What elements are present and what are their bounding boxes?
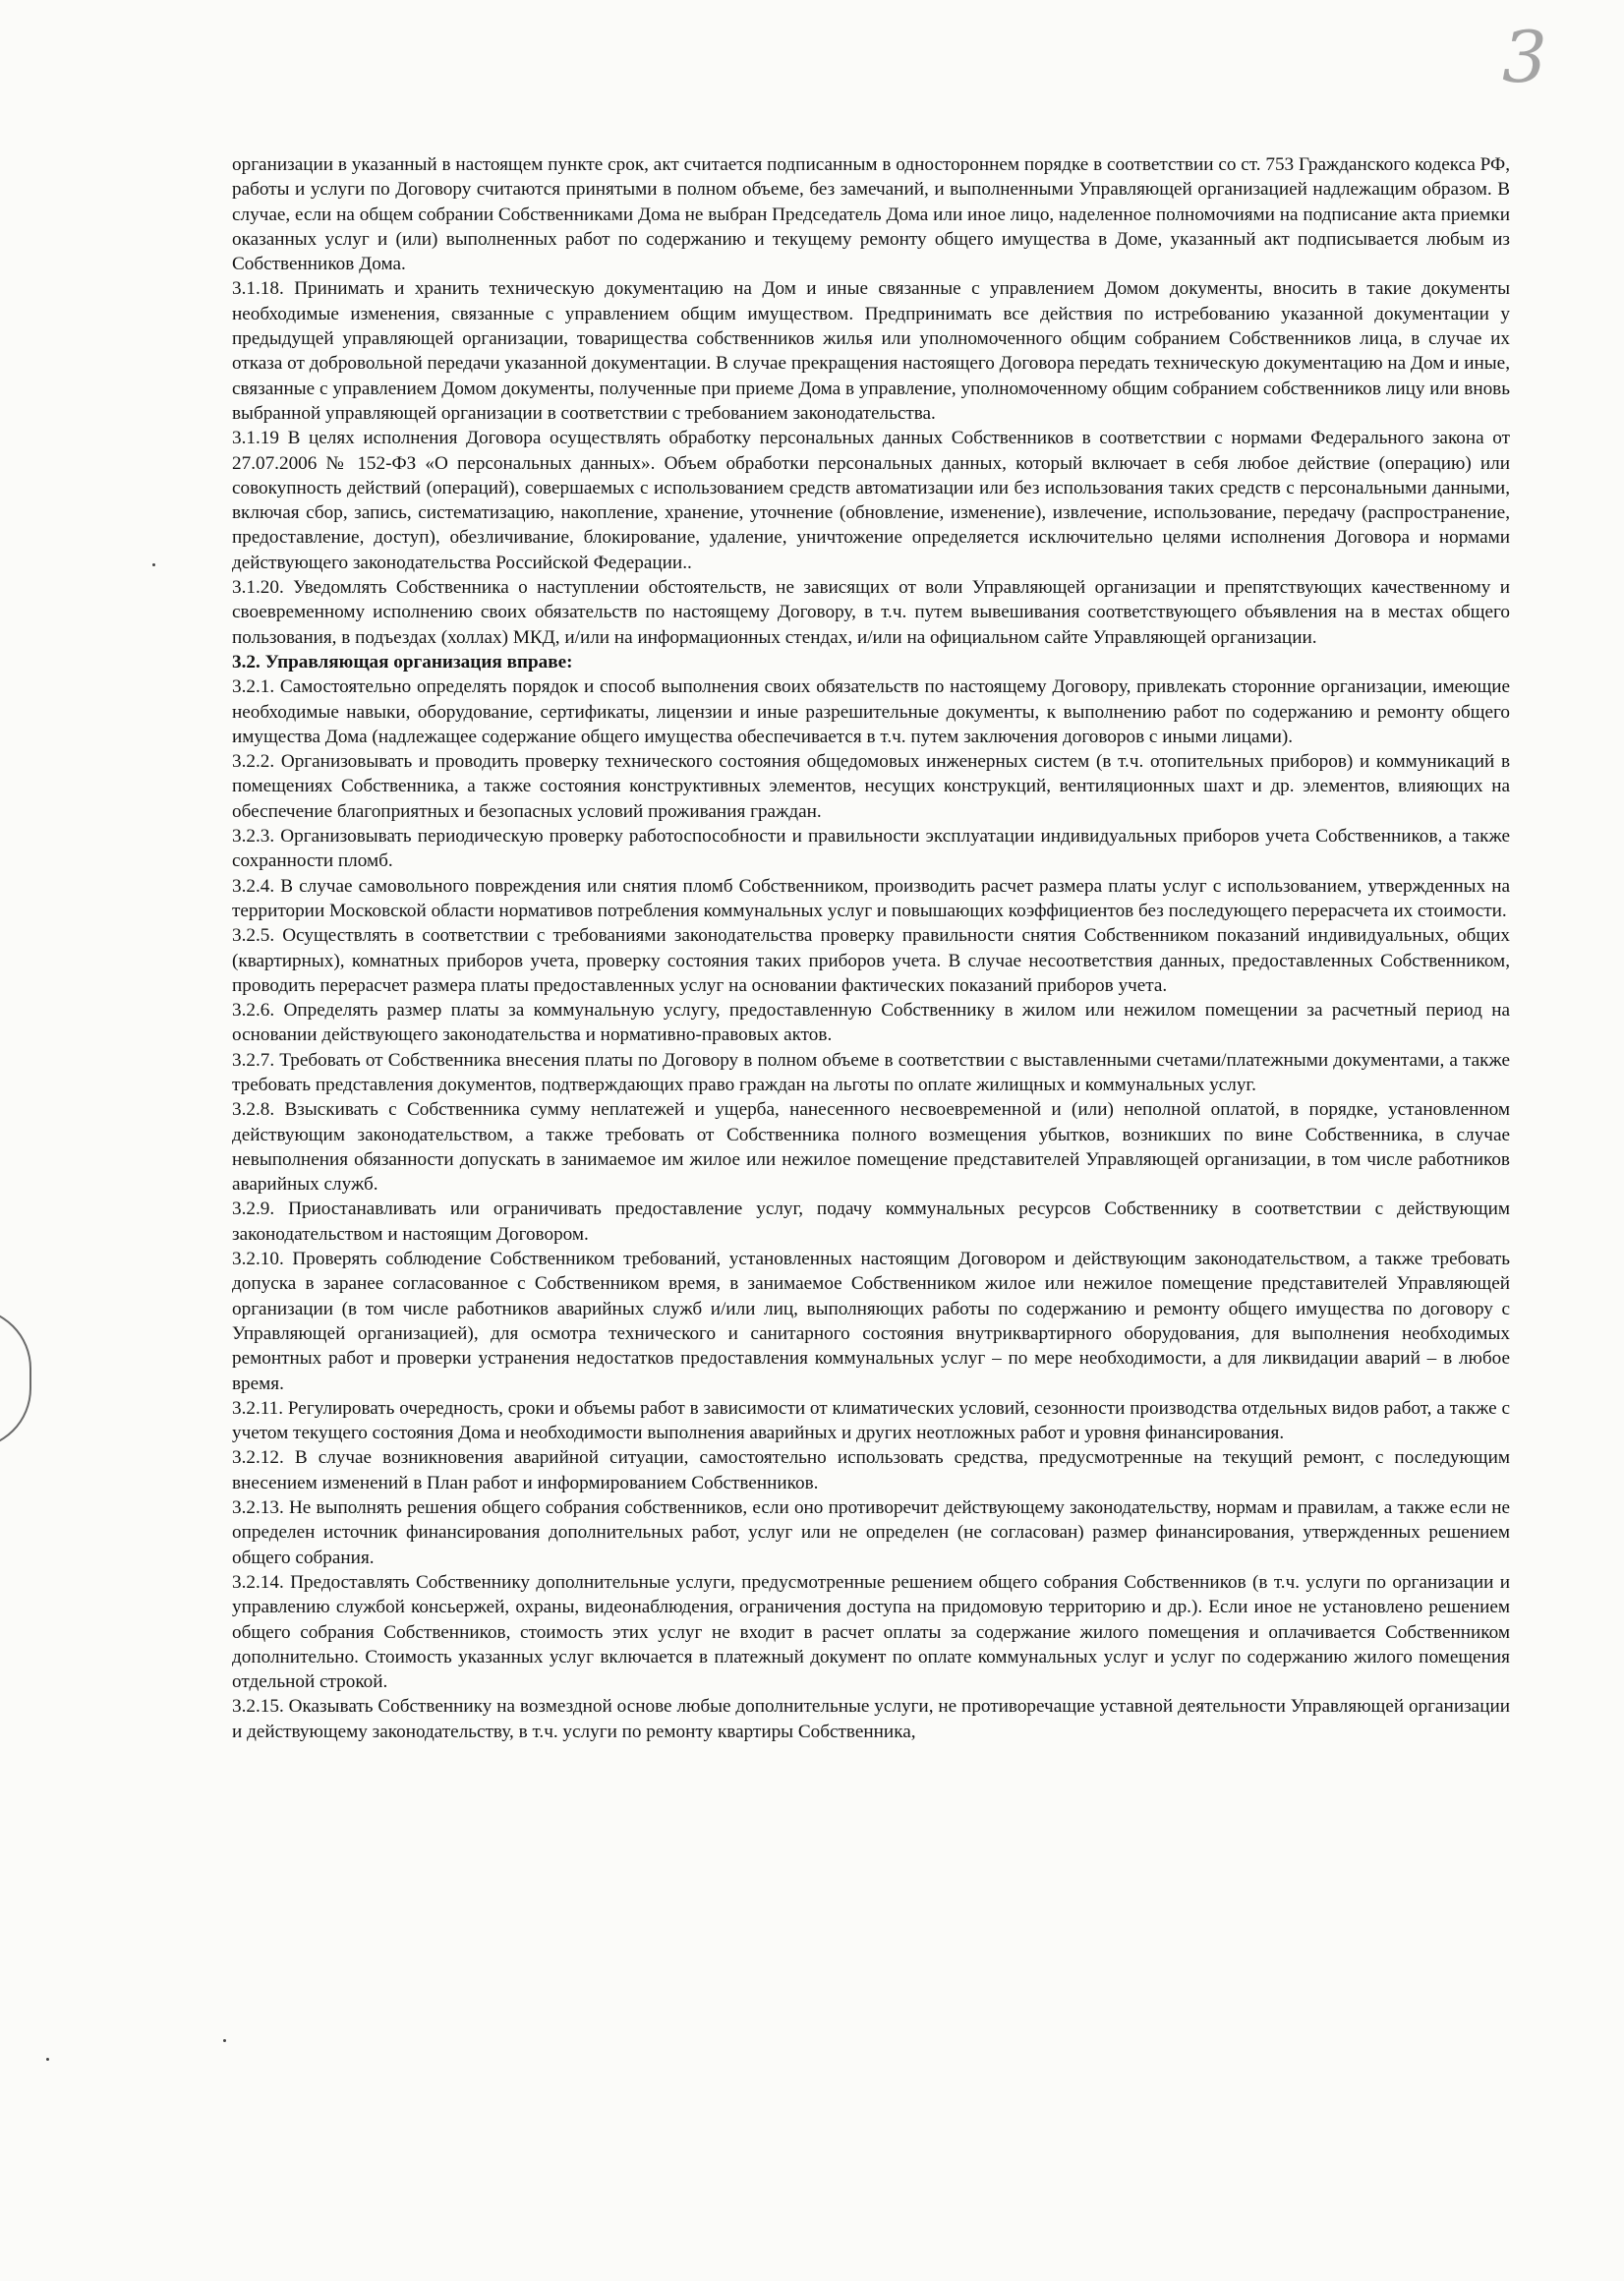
- clause-paragraph: 3.2.1. Самостоятельно определять порядок и способ выполнения своих обязательств по настоящему Договору, привлекать сторонние организации, имеющие необходимые навыки, оборудование, сертификаты, лицензии и иные разрешительные документы, к выполнению работ по содержанию и ремонту общего имущества Дома (надлежащее содержание общего имущества обеспечивается в т.ч. путем заключения договоров с иными лицами).: [232, 676, 1510, 747]
- clause-paragraph: 3.2.11. Регулировать очередность, сроки и объемы работ в зависимости от климатических условий, сезонности производства отдельных видов работ, а также с учетом текущего состояния Дома и необходимости выполнения аварийных и других неотложных работ и уровня финансирования.: [232, 1397, 1510, 1444]
- clause-paragraph: 3.2.3. Организовывать периодическую проверку работоспособности и правильности эксплуатации индивидуальных приборов учета Собственников, а также сохранности пломб.: [232, 826, 1510, 872]
- scan-speck: [46, 2058, 49, 2061]
- clause-paragraph: 3.2.12. В случае возникновения аварийной ситуации, самостоятельно использовать средства, предусмотренные на текущий ремонт, с последующим внесением изменений в План работ и информированием Собственников.: [232, 1447, 1510, 1493]
- clause-paragraph: 3.2.14. Предоставлять Собственнику дополнительные услуги, предусмотренные решением общего собрания Собственников (в т.ч. услуги по организации и управлению службой консьержей, охраны, видеонаблюдения, ограничения доступа на придомовую территорию и др.). Если иное не установлено решением общего собрания Собственников, стоимость этих услуг не входит в расчет оплаты за содержание жилого помещения и оплачивается Собственником дополнительно. Стоимость указанных услуг включается в платежный документ по оплате коммунальных услуг и услуг по содержанию жилого помещения отдельной строкой.: [232, 1571, 1510, 1693]
- clause-paragraph: 3.1.20. Уведомлять Собственника о наступлении обстоятельств, не зависящих от воли Управляющей организации и препятствующих качественному и своевременному исполнению своих обязательств по настоящему Договору, в т.ч. путем вывешивания соответствующего объявления на в местах общего пользования, в подъездах (холлах) МКД, и/или на информационных стендах, и/или на официальном сайте Управляющей организации.: [232, 577, 1510, 648]
- clause-paragraph: организации в указанный в настоящем пункте срок, акт считается подписанным в одностороннем порядке в соответствии со ст. 753 Гражданского кодекса РФ, работы и услуги по Договору считаются принятыми в полном объеме, без замечаний, и выполненными Управляющей организацией надлежащим образом. В случае, если на общем собрании Собственниками Дома не выбран Председатель Дома или иное лицо, наделенное полномочиями на подписание акта приемки оказанных услуг и (или) выполненных работ по содержанию и текущему ремонту общего имущества в Доме, указанный акт подписывается любым из Собственников Дома.: [232, 154, 1510, 275]
- clause-paragraph: 3.2.4. В случае самовольного повреждения или снятия пломб Собственником, производить расчет размера платы услуг с использованием, утвержденных на территории Московской области нормативов потребления коммунальных услуг и повышающих коэффициентов без последующего перерасчета их стоимости.: [232, 875, 1510, 921]
- document-body: [232, 152, 1510, 1744]
- clause-paragraph: 3.2.2. Организовывать и проводить проверку технического состояния общедомовых инженерных систем (в т.ч. отопительных приборов) и коммуникаций в помещениях Собственника, а также состояния конструктивных элементов, несущих конструкций, вентиляционных шахт и др. элементов, влияющих на обеспечение благоприятных и безопасных условий проживания граждан.: [232, 751, 1510, 822]
- clause-paragraph: 3.2.7. Требовать от Собственника внесения платы по Договору в полном объеме в соответствии с выставленными счетами/платежными документами, а также требовать представления документов, подтверждающих право граждан на льготы по оплате жилищных и коммунальных услуг.: [232, 1049, 1510, 1095]
- clause-paragraph: 3.2.6. Определять размер платы за коммунальную услугу, предоставленную Собственнику в жилом или нежилом помещении за расчетный период на основании действующего законодательства и нормативно-правовых актов.: [232, 1000, 1510, 1046]
- binder-hole-mark: [0, 1308, 31, 1449]
- clause-paragraph: 3.2.5. Осуществлять в соответствии с требованиями законодательства проверку правильности снятия Собственником показаний индивидуальных, общих (квартирных), комнатных приборов учета, проверку состояния таких приборов учета. В случае несоответствия данных, предоставленных Собственником, проводить перерасчет размера платы предоставленных услуг на основании фактических показаний приборов учета.: [232, 925, 1510, 996]
- clause-paragraph: 3.1.18. Принимать и хранить техническую документацию на Дом и иные связанные с управлением Домом документы, вносить в такие документы необходимые изменения, связанные с управлением общим имуществом. Предпринимать все действия по истребованию указанной документации у предыдущей управляющей организации, товарищества собственников жилья или уполномоченного общим собранием Собственников лица, в случае их отказа от добровольной передачи указанной документации. В случае прекращения настоящего Договора передать техническую документацию на Дом и иные, связанные с управлением Домом документы, полученные при приеме Дома в управление, уполномоченному общим собранием собственников лицу или вновь выбранной управляющей организации в соответствии с требованием законодательства.: [232, 278, 1510, 424]
- section-heading: 3.2. Управляющая организация вправе:: [232, 651, 573, 673]
- clause-paragraph: 3.2.8. Взыскивать с Собственника сумму неплатежей и ущерба, нанесенного несвоевременной и (или) неполной оплатой, в порядке, установленном действующим законодательством, а также требовать от Собственника полного возмещения убытков, возникших по вине Собственника, в случае невыполнения обязанности допускать в занимаемое им жилое или нежилое помещение представителей Управляющей организации, в том числе работников аварийных служб.: [232, 1099, 1510, 1196]
- scan-speck: [223, 2039, 226, 2042]
- clause-paragraph: 3.2.10. Проверять соблюдение Собственником требований, установленных настоящим Договором и действующим законодательством, а также требовать допуска в заранее согласованное с Собственником время, в занимаемое Собственником жилое или нежилое помещение представителей Управляющей организации (в том числе работников аварийных служб и/или лиц, выполняющих работы по содержанию и ремонту общего имущества по договору с Управляющей организацией), для осмотра технического и санитарного состояния внутриквартирного оборудования, для выполнения необходимых ремонтных работ и проверки устранения недостатков предоставления коммунальных услуг – по мере необходимости, а для ликвидации аварий – в любое время.: [232, 1249, 1510, 1394]
- scan-speck: [152, 563, 155, 566]
- clause-paragraph: 3.2.15. Оказывать Собственнику на возмездной основе любые дополнительные услуги, не противоречащие уставной деятельности Управляющей организации и действующему законодательству, в т.ч. услуги по ремонту квартиры Собственника,: [232, 1696, 1510, 1742]
- clause-paragraph: 3.1.19 В целях исполнения Договора осуществлять обработку персональных данных Собственников в соответствии с нормами Федерального закона от 27.07.2006 № 152-ФЗ «О персональных данных». Объем обработки персональных данных, который включает в себя любое действие (операцию) или совокупность действий (операций), совершаемых с использованием средств автоматизации или без использования таких средств с персональными данными, включая сбор, запись, систематизацию, накопление, хранение, уточнение (обновление, изменение), извлечение, использование, передачу (распространение, предоставление, доступ), обезличивание, блокирование, удаление, уничтожение определяется исключительно целями исполнения Договора и нормами действующего законодательства Российской Федерации..: [232, 428, 1510, 573]
- handwritten-page-number: 3: [1502, 16, 1547, 98]
- clause-paragraph: 3.2.13. Не выполнять решения общего собрания собственников, если оно противоречит действующему законодательству, нормам и правилам, а также если не определен источник финансирования дополнительных работ, услуг или не определен (не согласован) размер финансирования, утвержденных решением общего собрания.: [232, 1497, 1510, 1568]
- clause-paragraph: 3.2.9. Приостанавливать или ограничивать предоставление услуг, подачу коммунальных ресурсов Собственнику в соответствии с действующим законодательством и настоящим Договором.: [232, 1199, 1510, 1245]
